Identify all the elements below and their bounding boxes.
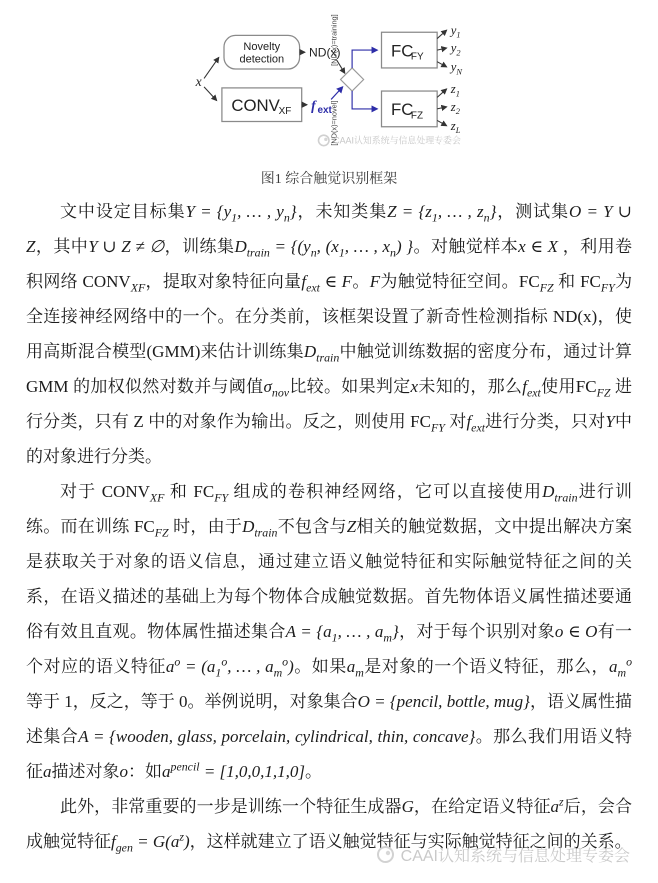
text-run: 比较。如果判定	[289, 377, 411, 396]
arrow-z1	[437, 89, 446, 97]
footer-watermark-text: CAAI认知系统与信息处理专委会	[400, 848, 630, 865]
arrow-x-to-novelty	[204, 57, 219, 78]
text-run: 使用	[540, 377, 576, 396]
math-run: $FC_{FZ}$	[575, 377, 611, 400]
text-run: 相关的触觉数据，文中提出解决方案是获取关于对象的语义信息，通过建立语义触觉特征和实际触觉特征之间的关系，在语义描述的基础上为每个物体合成触觉数据。首先物体语义属性描述要通俗有效且直观。物体属性描述集合	[26, 517, 633, 641]
text-run: 时，由于	[168, 517, 243, 536]
conv-box-label: CONV	[231, 96, 280, 115]
math-run: $a_m^o$	[608, 654, 633, 680]
math-run: $f_{ext}$	[522, 377, 541, 400]
math-run: O = Y ∪ Z	[26, 202, 633, 256]
caai-logo-dot	[324, 138, 327, 141]
math-run: $A = \{a_1$, … , $a_m$}	[285, 622, 399, 645]
text-run: 和	[164, 482, 194, 501]
output-label-zL: $z_L$	[450, 118, 461, 136]
math-run: $Z = \{z_1$, … , $z_n$}	[387, 202, 497, 225]
output-label-z1: $z_1$	[450, 82, 460, 99]
text-run: ，语义属性描述集合	[26, 692, 633, 746]
text-run: 为全连接神经网络中的一个。在分类前，该框架设置了新奇性检测指标	[26, 272, 633, 326]
math-run: O = {pencil, bottle, mug}	[357, 692, 530, 711]
text-run: ，训练集	[164, 237, 235, 256]
text-run: 有一个对应的语义特征	[26, 622, 632, 676]
math-run: Y	[605, 412, 615, 431]
math-run: $f_{ext}$ ∈ F	[301, 272, 353, 295]
math-run: $FC_{FY}$	[410, 412, 445, 435]
arrow-y1	[437, 30, 446, 38]
math-run: $a^{pencil} = [1,0,0,1,1,0]$	[162, 759, 306, 781]
figure-caption: 图1 综合触觉识别框架	[260, 172, 398, 187]
figure-1	[0, 0, 658, 188]
math-run: $FC_{FZ}$	[518, 272, 554, 295]
math-run: $FC_{FY}$	[580, 272, 615, 295]
text-run: ，在给定语义特征	[413, 797, 551, 816]
text-run: 对于	[60, 482, 102, 501]
fext-sub: ext	[317, 105, 332, 117]
text-run: 是对象的一个语义特征，那么，	[363, 657, 609, 676]
paragraph-1	[26, 194, 632, 474]
text-run: ，对于每个识别对象	[398, 622, 555, 641]
fcfz-box-sub: FZ	[410, 110, 424, 122]
math-run: o	[119, 762, 128, 781]
caai-logo-icon	[319, 135, 330, 146]
math-run: $D_{train} = \{(y_n$, ($x_1$, … , $x_n$) }	[234, 237, 414, 260]
text-run: ：如	[128, 762, 162, 781]
output-label-z2: $z_2$	[450, 100, 460, 117]
text-run: 进行分类，只对	[485, 412, 606, 431]
conv-box-sub: XF	[278, 106, 292, 118]
text-run: 。	[352, 272, 370, 291]
math-run: $CONV_{XF}$	[82, 272, 146, 295]
fcfz-box-label: FC	[390, 100, 414, 120]
text-run: 此外，非常重要的一步是训练一个特征生成器	[60, 797, 402, 816]
math-run: ND(x)	[552, 307, 598, 326]
math-run: $Y = \{y_1$, … , $y_n$}	[185, 202, 297, 225]
text-run: 进行训练。而在训练	[26, 482, 633, 536]
math-run: $a^z$	[550, 794, 564, 816]
text-run: 等于 1，反之，等于 0。举例说明，对象集合	[26, 692, 358, 711]
branch-to-fcfz	[352, 91, 377, 109]
text-run: 。如果	[293, 657, 347, 676]
math-run: Y ∪ Z ≠ ∅	[88, 237, 165, 256]
math-run: $f_{gen} = G(a^z)$	[111, 829, 190, 855]
text-run: 不包含与	[277, 517, 347, 536]
arrow-y2	[437, 48, 446, 50]
math-run: $FC_{FY}$	[193, 482, 229, 505]
text-run: ，使用高斯混合模型(GMM)来估计训练集	[26, 307, 633, 361]
text-run: 。	[305, 762, 323, 781]
math-run: a	[43, 762, 52, 781]
math-run: Z	[346, 517, 357, 536]
math-run: $a^o = (a_1^o$, … , $a_m^o$)	[165, 654, 294, 680]
math-run: x	[410, 377, 419, 396]
output-label-y1: $y_1$	[450, 23, 461, 40]
math-run: G	[401, 797, 414, 816]
arrow-zL	[437, 120, 446, 125]
caai-logo-icon	[376, 845, 395, 864]
fcfy-box-sub: FY	[410, 51, 424, 63]
text-run: 中的对象进行分类。	[26, 412, 633, 466]
arrow-x-to-conv	[204, 87, 217, 101]
text-run: ，未知类集	[296, 202, 388, 221]
novelty-box-line2: detection	[239, 53, 285, 66]
math-run: $D_{train}$	[303, 342, 340, 365]
text-run: 中触觉训练数据的密度分布，通过计算 GMM 的加权似然对数并与阈值	[26, 342, 632, 396]
text-run: ，利用卷积网络	[26, 237, 633, 291]
text-run: 组成的卷积神经网络，它可以直接使用	[228, 482, 543, 501]
fext-label: f	[311, 97, 316, 113]
math-run: o ∈ O	[554, 622, 598, 641]
math-run: $a_m$	[346, 657, 364, 680]
text-run: ，这样就建立了语义触觉特征与实际触觉特征之间的关系。	[189, 832, 632, 851]
text-run: 文中设定目标集	[60, 202, 186, 221]
text-run: 未知的，那么	[418, 377, 523, 396]
figure-watermark-text: CAAI认知系统与信息处理专委会	[333, 135, 461, 146]
text-run: 和	[553, 272, 581, 291]
fcfy-box-label: FC	[390, 41, 414, 61]
text-run: 。对触觉样本	[413, 237, 519, 256]
novelty-box-line1: Novelty	[243, 41, 281, 54]
math-run: A = {wooden, glass, porcelain, cylindrical, thin, concave}	[78, 727, 476, 746]
text-run: 对	[444, 412, 467, 431]
text-run: 为触觉特征空间。	[380, 272, 519, 291]
paragraph-2	[26, 474, 632, 789]
math-run: $\sigma_{nov}$	[263, 377, 290, 400]
math-run: $FC_{FZ}$	[133, 517, 169, 540]
output-label-y2: $y_2$	[450, 41, 461, 58]
math-run: $D_{train}$	[542, 482, 578, 505]
nd-label: ND(x)	[309, 45, 341, 60]
math-run: x ∈ X	[518, 237, 559, 256]
math-run: $D_{train}$	[242, 517, 278, 540]
text-run: ，测试集	[496, 202, 570, 221]
text-run: 描述对象	[51, 762, 120, 781]
branch-to-fcfy	[352, 50, 377, 68]
arrow-z2	[437, 107, 446, 109]
branch-top-label: [ND(x)=training]	[329, 14, 339, 66]
tactile-recognition-diagram	[187, 6, 471, 153]
math-run: $CONV_{XF}$	[101, 482, 165, 505]
text-run: ，提取对象特征向量	[145, 272, 302, 291]
text-run: 进行分类，只有 Z 中的对象作为输出。反之，则使用	[26, 377, 633, 431]
article-body	[0, 188, 658, 859]
figure-watermark	[319, 135, 461, 146]
output-label-yN: $y_N$	[450, 60, 462, 77]
arrow-yN	[437, 62, 446, 67]
text-run: 。那么我们用语义特征	[26, 727, 632, 781]
math-run: $f_{ext}$	[466, 412, 486, 435]
arrow-fext-to-switch	[331, 87, 343, 100]
math-run: F	[369, 272, 381, 291]
text-run: ，其中	[35, 237, 89, 256]
input-x-label: x	[195, 73, 202, 89]
text-run: 后，会合成触觉特征	[26, 797, 632, 851]
footer-watermark	[376, 843, 630, 866]
branch-bottom-label: [ND(x)=novel]	[329, 100, 339, 146]
